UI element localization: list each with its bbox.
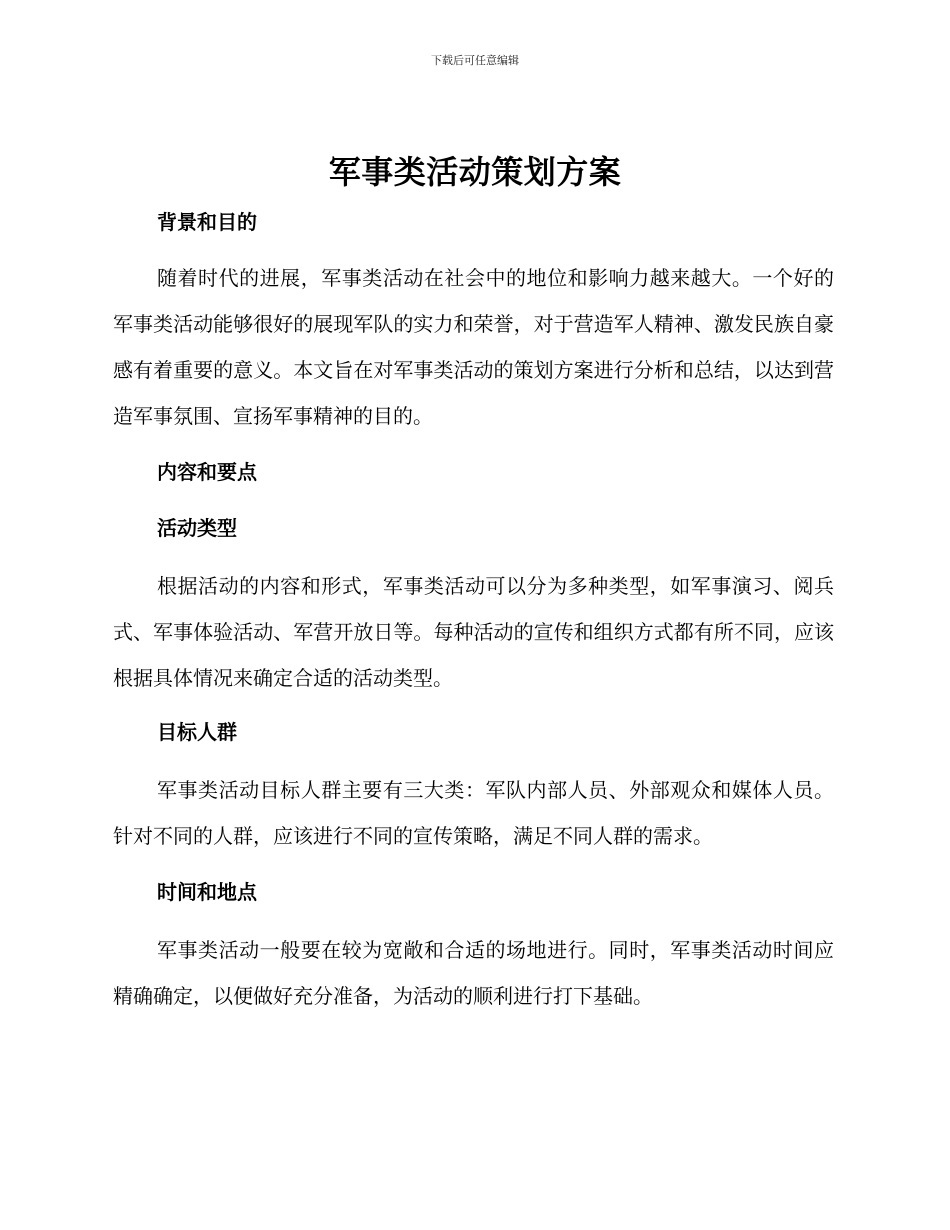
header-note: 下载后可任意编辑	[431, 54, 519, 67]
section-paragraph-activity-type: 根据活动的内容和形式，军事类活动可以分为多种类型，如军事演习、阅兵式、军事体验活动、军营开放日等。每种活动的宣传和组织方式都有所不同，应该根据具体情况来确定合适的活动类型。	[113, 574, 834, 690]
section-heading-activity-type: 活动类型	[157, 516, 237, 540]
section-heading-background: 背景和目的	[157, 210, 257, 234]
document-title: 军事类活动策划方案	[328, 153, 622, 191]
section-heading-time-place: 时间和地点	[157, 880, 257, 904]
section-heading-target-audience: 目标人群	[157, 720, 237, 744]
section-paragraph-target-audience: 军事类活动目标人群主要有三大类：军队内部人员、外部观众和媒体人员。针对不同的人群，应该进行不同的宣传策略，满足不同人群的需求。	[113, 778, 834, 848]
section-paragraph-background: 随着时代的进展，军事类活动在社会中的地位和影响力越来越大。一个好的军事类活动能够很好的展现军队的实力和荣誉，对于营造军人精神、激发民族自豪感有着重要的意义。本文旨在对军事类活动的策划方案进行分析和总结，以达到营造军事氛围、宣扬军事精神的目的。	[113, 266, 834, 428]
section-paragraph-time-place: 军事类活动一般要在较为宽敞和合适的场地进行。同时，军事类活动时间应精确确定，以便做好充分准备，为活动的顺利进行打下基础。	[113, 938, 834, 1008]
section-heading-content: 内容和要点	[157, 460, 257, 484]
